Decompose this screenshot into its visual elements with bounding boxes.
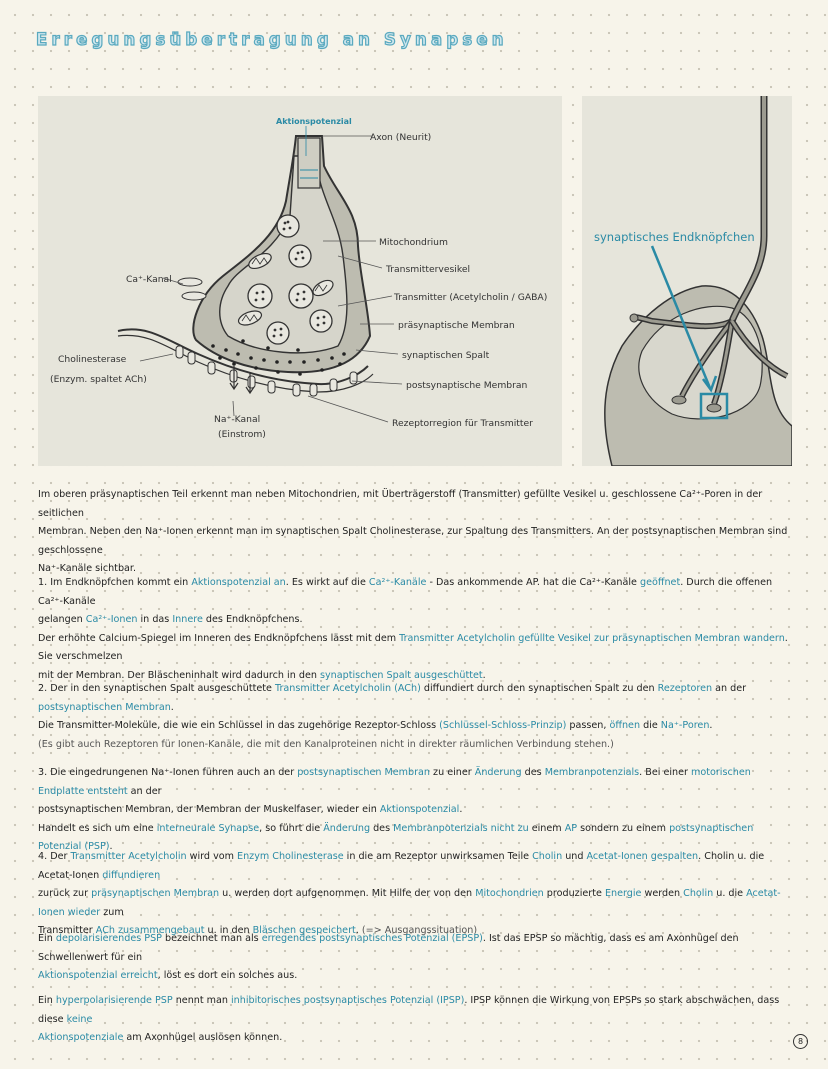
- page-title: Erregungsübertragung an Synapsen: [36, 30, 508, 49]
- label-transmittervesikel: Transmittervesikel: [386, 264, 471, 275]
- page-number: 8: [793, 1034, 808, 1049]
- intro-paragraph: [38, 486, 790, 579]
- step-4-line-1: 4. Der Transmitter Acetylcholin wird vom Enzym Cholinesterase in die am Rezeptor unwirksamen Teile Cholin und Acetat-Ionen gespalten. Cholin u. die Acetat-Ionen diffundieren: [38, 851, 765, 881]
- step-2-line-3: (Es gibt auch Rezeptoren für Ionen-Kanäle, die mit den Kanalproteinen nicht in direkter räumlichen Verbindung stehen.): [38, 738, 614, 750]
- synapse-diagram: [38, 96, 562, 466]
- label-cholinesterase: Cholinesterase: [58, 354, 127, 365]
- step-2-line-2: Die Transmitter-Moleküle, die wie ein Schlüssel in das zugehörige Rezeptor-Schloss (Schlüssel-Schloss-Prinzip) passen, öffnen die Na⁺-Poren.: [38, 720, 713, 731]
- label-aktionspotenzial: Aktionspotenzial: [276, 117, 352, 126]
- neuron-overview-diagram: [582, 96, 792, 466]
- ipsp-line-2: Aktionspotenziale am Axonhügel auslösen können.: [38, 1032, 283, 1043]
- step-2-line-1: 2. Der in den synaptischen Spalt ausgeschüttete Transmitter Acetylcholin (ACh) diffundiert durch den synaptischen Spalt zu den Rezeptoren an der postsynaptischen Membran.: [38, 683, 747, 713]
- label-axon: Axon (Neurit): [370, 132, 432, 143]
- ipsp-paragraph: [38, 992, 790, 1048]
- label-na-kanal-note: (Einstrom): [218, 429, 266, 440]
- step-4: [38, 848, 790, 941]
- step-3: [38, 764, 790, 857]
- label-ca-kanal: Ca⁺-Kanal: [126, 274, 172, 285]
- label-mitochondrium: Mitochondrium: [379, 237, 448, 248]
- step-2: [38, 680, 790, 754]
- intro-line-2: Membran. Neben den Na⁺-Ionen erkennt man im synaptischen Spalt Cholinesterase, zur Spaltung des Transmitters. An der postsynaptischen Membran sind geschlossene: [38, 526, 788, 556]
- neuron-drawing: [582, 96, 792, 466]
- intro-line-1: Im oberen präsynaptischen Teil erkennt man neben Mitochondrien, mit Überträgerstoff (Transmitter) gefüllte Vesikel u. geschlossene Ca²⁺-Poren in der seitlichen: [38, 489, 763, 519]
- step-3-line-1: 3. Die eingedrungenen Na⁺-Ionen führen auch an der postsynaptischen Membran zu einer Änderung des Membranpotenzials. Bei einer motorischen Endplatte entsteht an der: [38, 767, 751, 797]
- step-4-line-3: Transmitter ACh zusammengebaut u. in den Bläschen gespeichert. (=> Ausgangssituation): [38, 925, 478, 936]
- step-1-line-4: mit der Membran. Der Bläscheninhalt wird dadurch in den synaptischen Spalt ausgeschüttet.: [38, 669, 486, 681]
- label-endknoepfchen: synaptisches Endknöpfchen: [594, 230, 755, 244]
- step-1-line-1: 1. Im Endknöpfchen kommt ein Aktionspotenzial an. Es wirkt auf die Ca²⁺-Kanäle - Das ankommende AP. hat die Ca²⁺-Kanäle geöffnet. Durch die offenen Ca²⁺-Kanäle: [38, 577, 773, 607]
- synapse-drawing: [38, 96, 562, 466]
- label-praesynaptische-membran: präsynaptische Membran: [398, 320, 515, 331]
- epsp-line-1: Ein depolarisierendes PSP bezeichnet man als erregendes postsynaptisches Potenzial (EPSP). Ist das EPSP so mächtig, dass es am Axonhügel den Schwellenwert für ein: [38, 933, 739, 963]
- step-3-line-3: Handelt es sich um eine interneurale Synapse, so führt die Änderung des Membranpotenzials nicht zu einem AP sondern zu einem postsynaptischen Potenzial (PSP).: [38, 822, 754, 852]
- label-na-kanal: Na⁺-Kanal: [214, 414, 261, 425]
- step-1-line-2: gelangen Ca²⁺-Ionen in das Innere des Endknöpfchens.: [38, 614, 303, 625]
- ipsp-line-1: Ein hyperpolarisierende PSP nennt man inhibitorisches postsynaptisches Potenzial (IPSP). IPSP können die Wirkung von EPSPs so stark abschwächen, dass diese keine: [38, 995, 780, 1025]
- epsp-paragraph: [38, 930, 790, 986]
- label-synaptischer-spalt: synaptischen Spalt: [402, 350, 490, 361]
- step-3-line-2: postsynaptischen Membran, der Membran der Muskelfaser, wieder ein Aktionspotenzial.: [38, 804, 463, 815]
- label-cholinesterase-note: (Enzym. spaltet ACh): [50, 374, 147, 385]
- step-4-line-2: zurück zur präsynaptischen Membran u. werden dort aufgenommen. Mit Hilfe der von den Mitochondrien produzierte Energie werden Cholin u. die Acetat-Ionen wieder zum: [38, 888, 781, 918]
- label-postsynaptische-membran: postsynaptische Membran: [406, 380, 528, 391]
- intro-line-3: Na⁺-Kanäle sichtbar.: [38, 563, 137, 574]
- step-1: [38, 574, 790, 685]
- label-transmitter: Transmitter (Acetylcholin / GABA): [394, 292, 548, 303]
- step-1-line-3: Der erhöhte Calcium-Spiegel im Inneren des Endknöpfchens lässt mit dem Transmitter Acetylcholin gefüllte Vesikel zur präsynaptischen Membran wandern. Sie verschmelzen: [38, 632, 788, 662]
- epsp-line-2: Aktionspotenzial erreicht, löst es dort ein solches aus.: [38, 970, 298, 981]
- label-rezeptorregion: Rezeptorregion für Transmitter: [392, 418, 533, 429]
